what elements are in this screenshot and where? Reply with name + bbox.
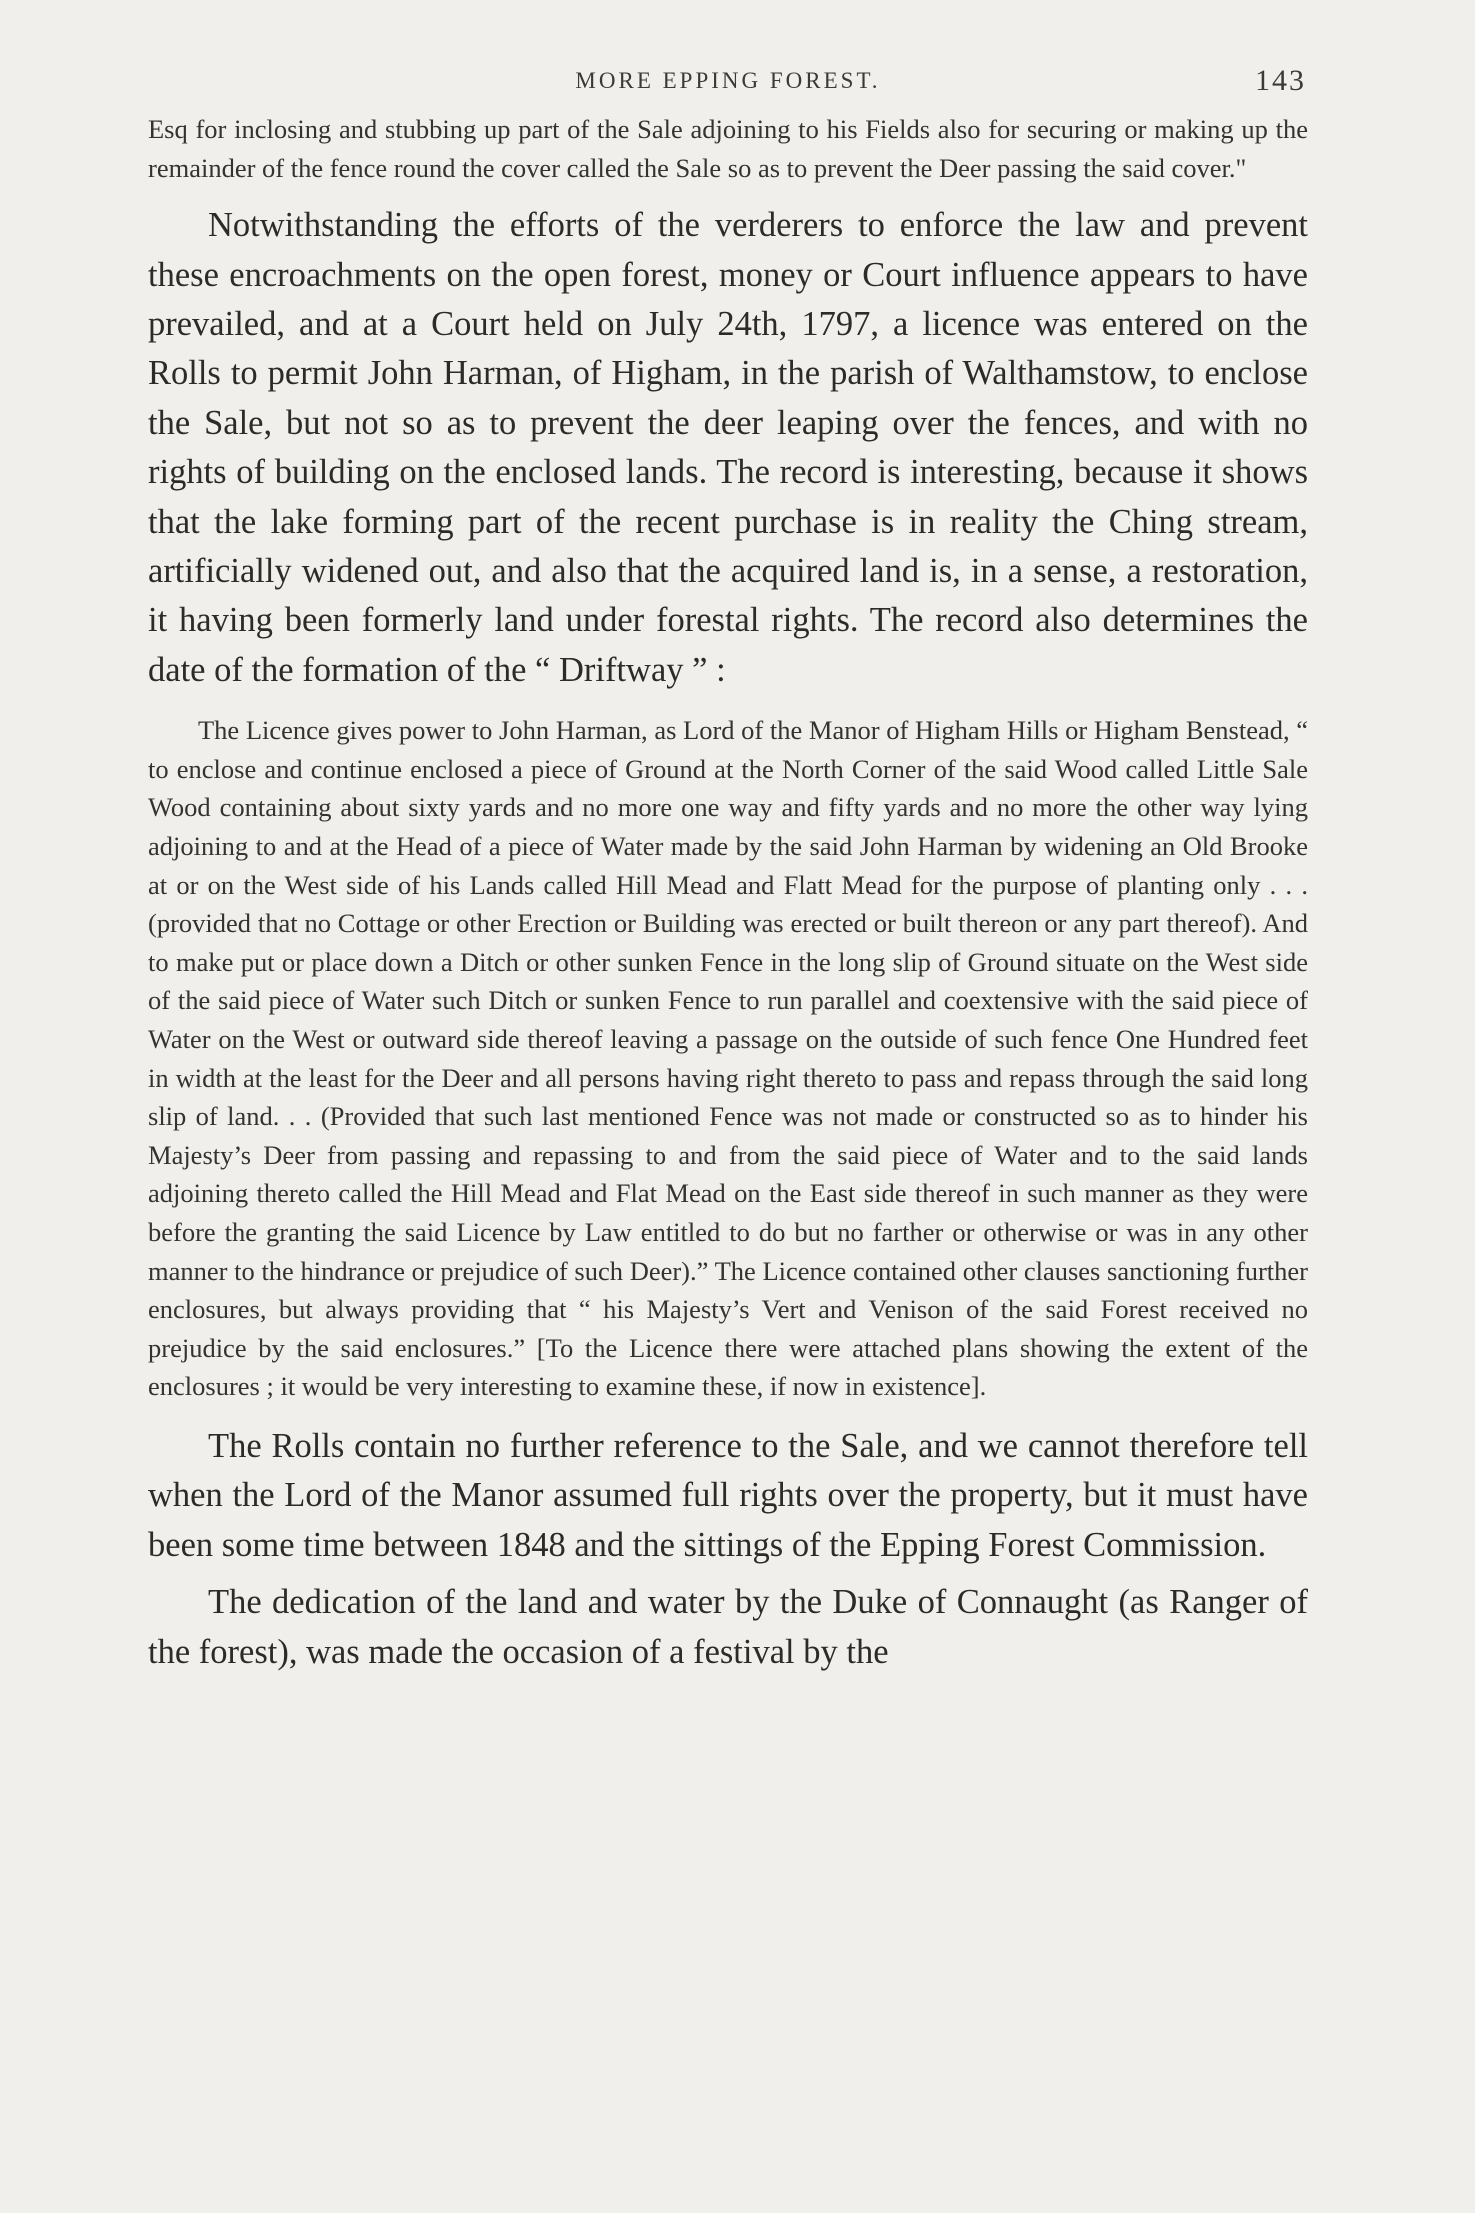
rolls-paragraph: The Rolls contain no further reference to the Sale, and we cannot therefore tell when the Lord of the Manor assumed full rights over the property, but it must have been some time between 1848 and the sittings of the Epping Forest Commission. xyxy=(148,1426,1308,1564)
page-number: 143 xyxy=(1255,64,1306,97)
licence-quote-paragraph: The Licence gives power to John Harman, as Lord of the Manor of Higham Hills or Higham Benstead, “ to enclose and continue enclosed a piece of Ground at the North Corner of the said Wood called Little Sale Wood containing about sixty yards and no more one way and fifty yards and no more the other way lying adjoining to and at the Head of a piece of Water made by the said John Harman by widening an Old Brooke at or on the West side of his Lands called Hill Mead and Flatt Mead for the purpose of planting only . . . (provided that no Cottage or other Erection or Building was erected or built thereon or any part thereof). And to make put or place down a Ditch or other sunken Fence in the long slip of Ground situate on the West side of the said piece of Water such Ditch or sunken Fence to run parallel and coextensive with the said piece of Water on the West or outward side thereof leaving a passage on the outside of such fence One Hundred feet in width at the least for the Deer and all persons having right thereto to pass and repass through the said long slip of land. . . (Provided that such last mentioned Fence was not made or constructed so as to hinder his Majesty’s Deer from passing and repassing to and from the said piece of Water and to the said lands adjoining thereto called the Hill Mead and Flat Mead on the East side thereof in such manner as they were before the granting the said Licence by Law entitled to do but no farther or otherwise or was in any other manner to the hindrance or prejudice of such Deer).” The Licence contained other clauses sanctioning further enclosures, but always providing that “ his Majesty’s Vert and Venison of the said Forest received no prejudice by the said enclosures.” [To the Licence there were attached plans showing the extent of the enclosures ; it would be very interesting to examine these, if now in existence]. xyxy=(148,715,1308,1402)
running-head xyxy=(148,60,1308,110)
book-page xyxy=(148,60,1308,1677)
dedication-paragraph: The dedication of the land and water by the Duke of Connaught (as Ranger of the forest), was made the occasion of a festival by the xyxy=(148,1583,1308,1671)
licence-quote-block xyxy=(148,711,1308,1406)
running-title: MORE EPPING FOREST. xyxy=(575,68,881,93)
continuation-paragraph: Esq for inclosing and stubbing up part of the Sale adjoining to his Fields also for securing or making up the remainder of the fence round the cover called the Sale so as to prevent the Deer passing the said cover." xyxy=(148,114,1308,183)
notwithstanding-paragraph: Notwithstanding the efforts of the verderers to enforce the law and prevent these encroachments on the open forest, money or Court influence appears to have prevailed, and at a Court held on July 24th, 1797, a licence was entered on the Rolls to permit John Harman, of Higham, in the parish of Walthamstow, to enclose the Sale, but not so as to prevent the deer leaping over the fences, and with no rights of building on the enclosed lands. The record is interesting, because it shows that the lake forming part of the recent purchase is in reality the Ching stream, artificially widened out, and also that the acquired land is, in a sense, a restoration, it having been formerly land under forestal rights. The record also determines the date of the formation of the “ Driftway ” : xyxy=(148,206,1308,689)
